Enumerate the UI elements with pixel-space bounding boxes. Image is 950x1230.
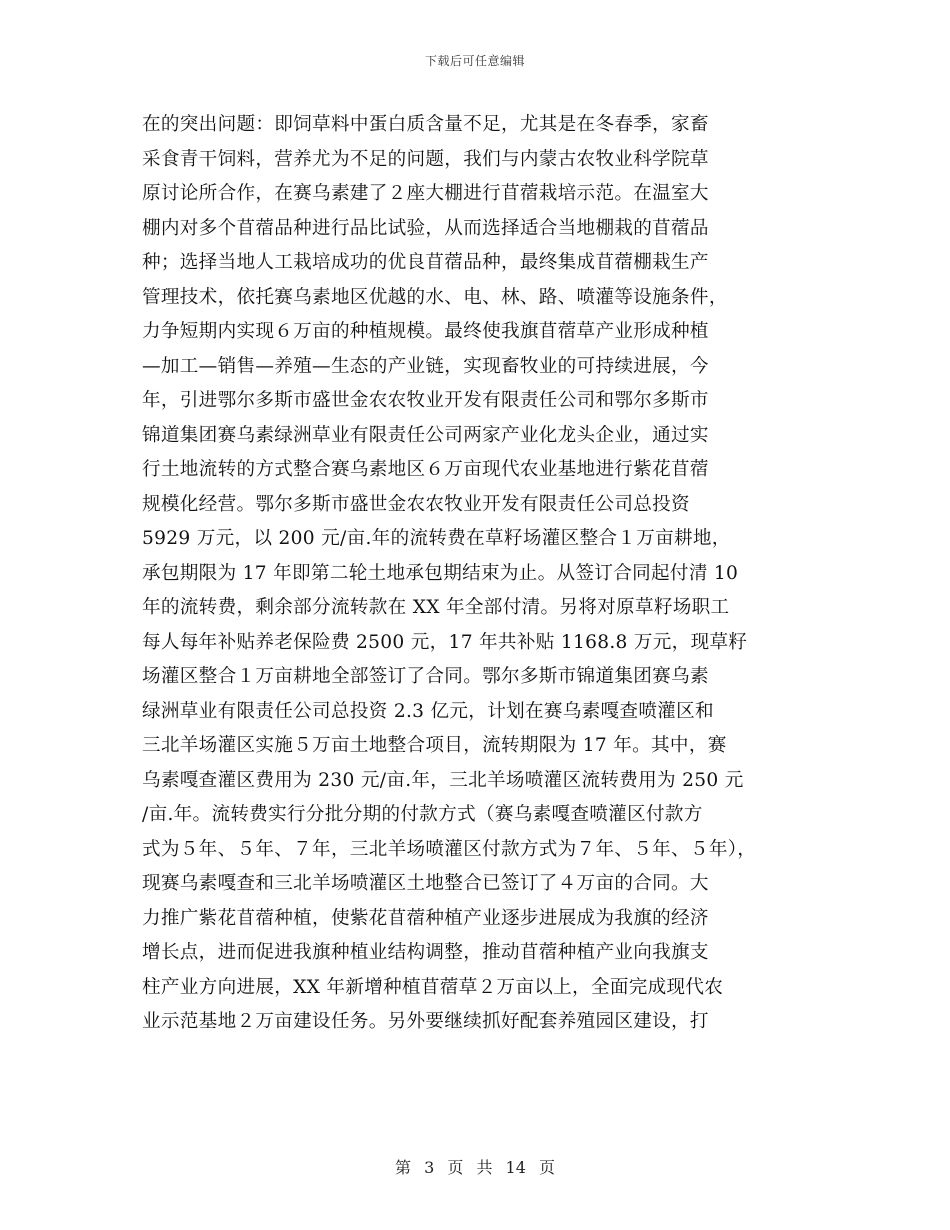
text-line: 种；选择当地人工栽培成功的优良苜蓿品种，最终集成苜蓿棚栽生产 [142, 252, 709, 273]
text-line: 式为５年、５年、７年，三北羊场喷灌区付款方式为７年、５年、５年）， [142, 838, 757, 860]
text-line: —加工—销售—养殖—生态的产业链，实现畜牧业的可持续进展，今 [142, 355, 709, 377]
text-line: 棚内对多个苜蓿品种进行品比试验，从而选择适合当地棚栽的苜蓿品 [142, 217, 709, 239]
text-line: 柱产业方向进展，XX 年新增种植苜蓿草２万亩以上，全面完成现代农 [142, 976, 724, 998]
text-line: 年，引进鄂尔多斯市盛世金农农牧业开发有限责任公司和鄂尔多斯市 [142, 390, 709, 411]
text-line: 三北羊场灌区实施５万亩土地整合项目，流转期限为 17 年。其中，赛 [142, 735, 727, 756]
text-line: 增长点，进而促进我旗种植业结构调整，推动苜蓿种植产业向我旗支 [142, 942, 709, 963]
text-line: 规模化经营。鄂尔多斯市盛世金农农牧业开发有限责任公司总投资 [142, 493, 690, 515]
text-line: 乌素嘎查灌区费用为 230 元/亩.年，三北羊场喷灌区流转费用为 250 元 [142, 769, 744, 791]
text-line: 承包期限为 17 年即第二轮土地承包期结束为止。从签订合同起付清 10 [142, 562, 739, 584]
text-line: 采食青干饲料，营养尤为不足的问题，我们与内蒙古农牧业科学院草 [142, 148, 709, 170]
text-line: 年的流转费，剩余部分流转款在 XX 年全部付清。另将对原草籽场职工 [142, 597, 730, 618]
text-line: 每人每年补贴养老保险费 2500 元，17 年共补贴 1168.8 万元，现草籽 [142, 631, 748, 653]
text-line: 锦道集团赛乌素绿洲草业有限责任公司两家产业化龙头企业，通过实 [142, 424, 709, 446]
text-line: 力争短期内实现６万亩的种植规模。最终使我旗苜蓿草产业形成种植 [142, 321, 709, 342]
text-line: 力推广紫花苜蓿种植，使紫花苜蓿种植产业逐步进展成为我旗的经济 [142, 907, 709, 929]
text-line: 现赛乌素嘎查和三北羊场喷灌区土地整合已签订了４万亩的合同。大 [142, 873, 709, 894]
text-line: /亩.年。流转费实行分批分期的付款方式（赛乌素嘎查喷灌区付款方 [142, 804, 703, 825]
text-line: 场灌区整合１万亩耕地全部签订了合同。鄂尔多斯市锦道集团赛乌素 [142, 666, 709, 687]
page-header: 下载后可任意编辑 [424, 54, 525, 68]
text-line: 行土地流转的方式整合赛乌素地区６万亩现代农业基地进行紫花苜蓿 [142, 459, 709, 480]
text-line: 原讨论所合作，在赛乌素建了２座大棚进行苜蓿栽培示范。在温室大 [142, 183, 709, 204]
text-line: 在的突出问题：即饲草料中蛋白质含量不足，尤其是在冬春季，家畜 [142, 114, 709, 135]
document-body [142, 108, 812, 1040]
text-line: 5929 万元，以 200 元/亩.年的流转费在草籽场灌区整合１万亩耕地， [142, 528, 731, 549]
text-line: 绿洲草业有限责任公司总投资 2.3 亿元，计划在赛乌素嘎查喷灌区和 [142, 700, 714, 722]
page-number: 第 3 页 共 14 页 [395, 1158, 555, 1177]
text-line: 管理技术，依托赛乌素地区优越的水、电、林、路、喷灌等设施条件， [142, 286, 728, 308]
text-line: 业示范基地２万亩建设任务。另外要继续抓好配套养殖园区建设，打 [142, 1011, 709, 1032]
